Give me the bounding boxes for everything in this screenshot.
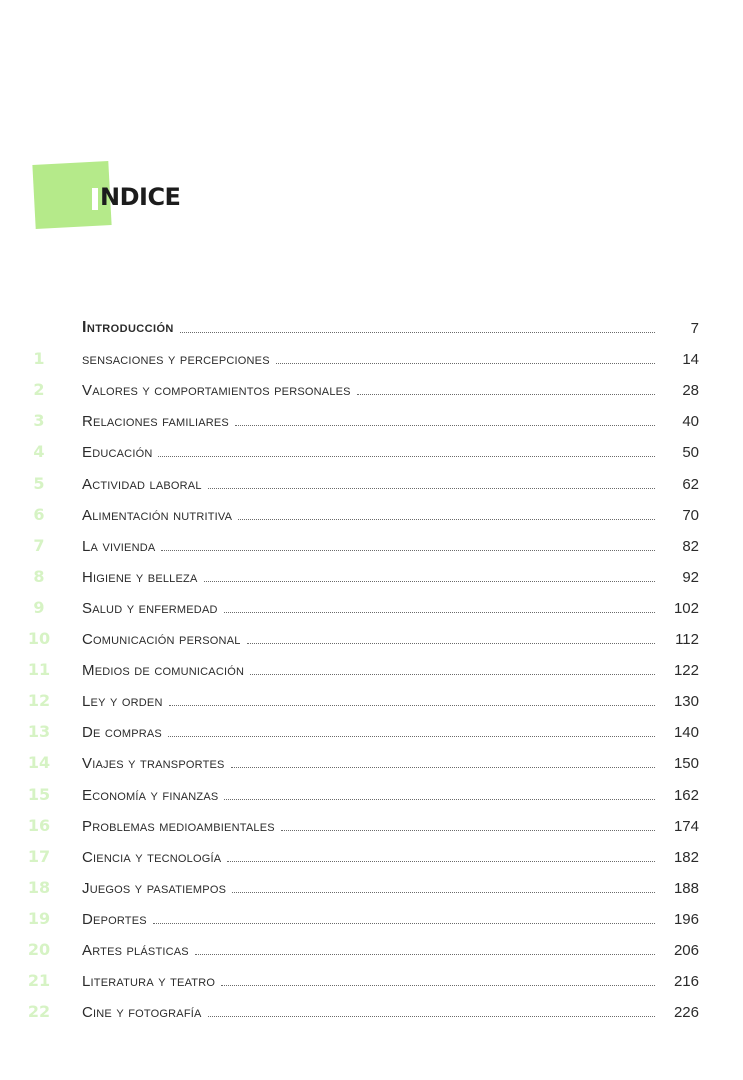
- chapter-number: 13: [27, 722, 51, 742]
- toc-row[interactable]: [0, 841, 743, 865]
- toc-row[interactable]: [0, 530, 743, 554]
- chapter-title: Viajes y transportes: [82, 755, 225, 773]
- chapter-title: Comunicación personal: [82, 631, 241, 648]
- chapter-title: Artes plásticas: [82, 942, 189, 959]
- chapter-number: 7: [33, 535, 45, 555]
- chapter-title: Valores y comportamientos personales: [82, 382, 351, 400]
- chapter-title: Actividad laboral: [82, 475, 202, 493]
- toc-row[interactable]: [0, 468, 743, 492]
- title-letter-i: [92, 188, 98, 210]
- page-number: 50: [682, 444, 699, 462]
- chapter-title: Salud y enfermedad: [82, 599, 218, 617]
- chapter-title: Medios de comunicación: [82, 662, 245, 680]
- chapter-title: Cine y fotografía: [82, 1004, 202, 1022]
- toc-row[interactable]: [0, 685, 743, 709]
- toc-row[interactable]: [0, 623, 743, 647]
- dot-leader: [224, 799, 655, 800]
- dot-leader: [204, 581, 656, 582]
- page-number: 140: [673, 724, 699, 742]
- chapter-title: Ley y orden: [82, 693, 163, 711]
- toc-row[interactable]: [0, 965, 743, 989]
- page-number: 112: [675, 631, 699, 648]
- chapter-title: sensaciones y percepciones: [82, 351, 270, 369]
- dot-leader: [227, 861, 655, 862]
- chapter-title: Problemas medioambientales: [82, 817, 275, 835]
- dot-leader: [169, 705, 655, 706]
- dot-leader: [281, 830, 655, 831]
- toc-row[interactable]: [0, 779, 743, 803]
- page-number: 82: [682, 537, 699, 555]
- chapter-number: 11: [27, 660, 51, 680]
- chapter-number: 6: [33, 504, 45, 524]
- dot-leader: [235, 425, 655, 426]
- page-number: 216: [673, 973, 699, 991]
- chapter-number: 20: [27, 940, 51, 959]
- dot-leader: [208, 1016, 655, 1017]
- dot-leader: [238, 519, 655, 520]
- toc-row[interactable]: [0, 592, 743, 616]
- chapter-title: Alimentación nutritiva: [82, 506, 233, 524]
- chapter-title: Ciencia y tecnología: [82, 848, 222, 866]
- toc-row[interactable]: [0, 810, 743, 834]
- chapter-number: 14: [27, 753, 51, 773]
- page-number: 40: [682, 413, 699, 431]
- dot-leader: [232, 892, 655, 893]
- chapter-title: Literatura y teatro: [82, 973, 216, 991]
- page-number: 130: [673, 693, 699, 711]
- chapter-title: Relaciones familiares: [82, 413, 229, 431]
- page-number: 28: [682, 382, 699, 400]
- page-number: 182: [673, 848, 699, 866]
- toc-row[interactable]: [0, 872, 743, 896]
- chapter-number: 15: [27, 784, 51, 804]
- chapter-number: 4: [33, 442, 45, 462]
- chapter-number: 9: [33, 597, 45, 617]
- toc-row[interactable]: [0, 343, 743, 367]
- page-number: 62: [682, 475, 699, 493]
- dot-leader: [231, 767, 655, 768]
- dot-leader: [158, 456, 655, 457]
- toc-intro-page: 7: [690, 320, 699, 337]
- dot-leader: [161, 550, 655, 551]
- page-number: 70: [682, 506, 699, 524]
- index-title: [34, 160, 234, 240]
- toc-row[interactable]: [0, 934, 743, 958]
- dot-leader: [221, 985, 655, 986]
- toc-row[interactable]: [0, 654, 743, 678]
- chapter-number: 5: [33, 473, 45, 493]
- toc-row[interactable]: [0, 996, 743, 1020]
- dot-leader: [153, 923, 655, 924]
- dot-leader: [276, 363, 655, 364]
- page-number: 188: [673, 879, 699, 897]
- page-number: 14: [682, 351, 699, 369]
- chapter-number: 17: [27, 846, 51, 866]
- toc-row[interactable]: [0, 561, 743, 585]
- toc-row[interactable]: [0, 903, 743, 927]
- page-number: 122: [673, 662, 699, 680]
- dot-leader: [247, 643, 655, 644]
- toc-row[interactable]: [0, 716, 743, 740]
- chapter-number: 16: [27, 815, 51, 835]
- dot-leader: [250, 674, 655, 675]
- dot-leader: [357, 394, 655, 395]
- chapter-number: 22: [27, 1002, 51, 1022]
- dot-leader: [180, 332, 655, 333]
- toc-row[interactable]: [0, 436, 743, 460]
- toc-intro-row[interactable]: [0, 312, 743, 336]
- page-number: 226: [673, 1004, 699, 1022]
- chapter-number: 12: [27, 691, 51, 711]
- page-number: 92: [682, 568, 699, 586]
- dot-leader: [168, 736, 655, 737]
- chapter-number: 21: [27, 971, 51, 991]
- chapter-title: De compras: [82, 724, 162, 742]
- chapter-title: Economía y finanzas: [82, 786, 219, 804]
- toc-intro-label: Introducción: [82, 319, 174, 336]
- chapter-number: 10: [27, 629, 51, 648]
- page-number: 206: [673, 942, 699, 959]
- dot-leader: [208, 488, 655, 489]
- chapter-title: Educación: [82, 444, 153, 462]
- chapter-title: Higiene y belleza: [82, 568, 198, 586]
- page-number: 150: [673, 755, 699, 773]
- page-number: 196: [673, 910, 699, 928]
- chapter-number: 8: [33, 566, 45, 586]
- toc-row[interactable]: [0, 405, 743, 429]
- page-number: 102: [673, 599, 699, 617]
- chapter-number: 3: [33, 411, 45, 431]
- dot-leader: [195, 954, 655, 955]
- dot-leader: [224, 612, 655, 613]
- chapter-number: 19: [27, 908, 51, 928]
- toc-row[interactable]: [0, 747, 743, 771]
- toc-row[interactable]: [0, 374, 743, 398]
- chapter-number: 1: [33, 349, 45, 369]
- page-number: 162: [673, 786, 699, 804]
- chapter-number: 2: [33, 380, 45, 400]
- page-number: 174: [673, 817, 699, 835]
- chapter-number: 18: [27, 877, 51, 897]
- chapter-title: Deportes: [82, 910, 147, 928]
- toc-row[interactable]: [0, 499, 743, 523]
- chapter-title: Juegos y pasatiempos: [82, 879, 227, 897]
- index-title-text: NDICE: [100, 183, 181, 211]
- chapter-title: La vivienda: [82, 537, 156, 555]
